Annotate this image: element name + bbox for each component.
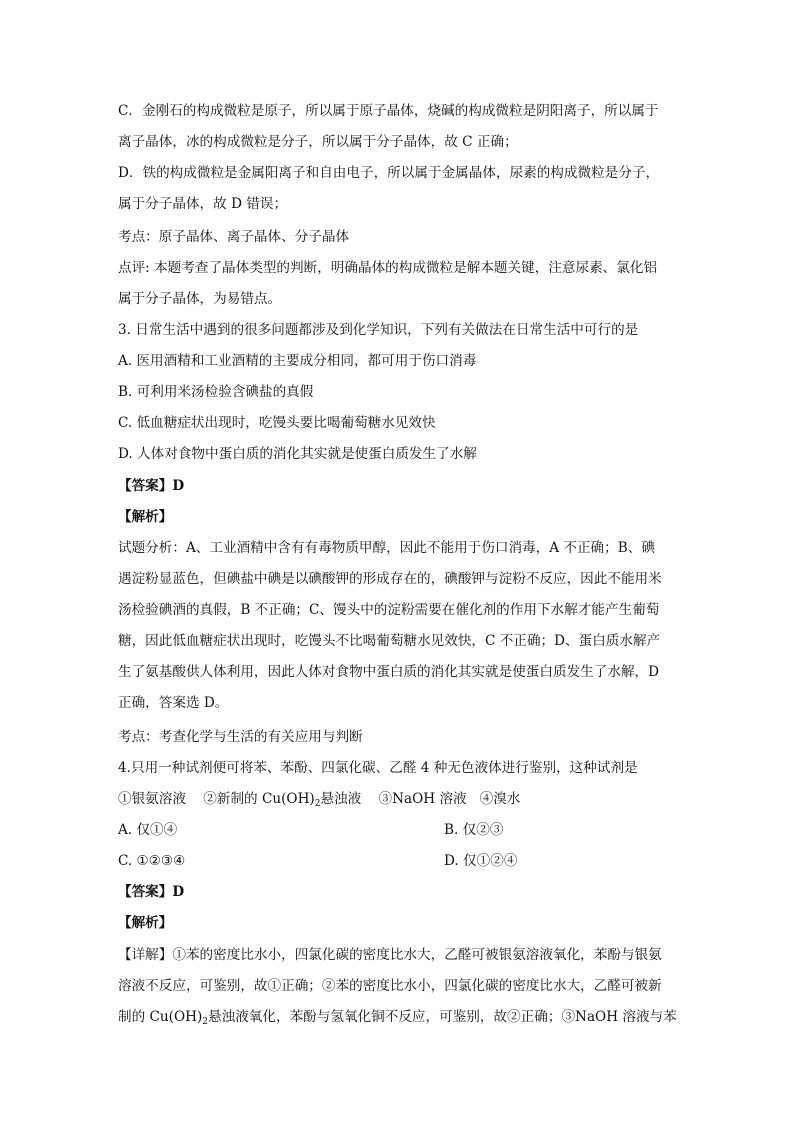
analysis-line: 生了氨基酸供人体利用，因此人体对食物中蛋白质的消化其实就是使蛋白质发生了水解，D: [118, 664, 660, 680]
question-4-stem: 4.只用一种试剂便可将苯、苯酚、四氯化碳、乙醛 4 种无色液体进行鉴别，这种试剂是: [118, 760, 638, 776]
analysis-label: 【解析】: [118, 915, 173, 931]
analysis-line: 汤检验碘酒的真假，B 不正确；C、馒头中的淀粉需要在催化剂的作用下水解才能产生葡萄: [118, 602, 660, 618]
option-c: C. 低血糖症状出现时，吃馒头要比喝葡萄糖水见效快: [118, 415, 436, 431]
option-b: B. 可利用米汤检验含碘盐的真假: [118, 384, 314, 400]
detail-line: 制的 $Cu(OH)_2$悬浊液氧化，苯酚与氢氧化铜不反应，可鉴别，故②正确；③NaOH 溶液与苯: [118, 1009, 677, 1027]
reagent-2: ②新制的 $Cu(OH)_2$悬浊液: [203, 791, 362, 809]
question-3-stem: 3. 日常生活中遇到的很多问题都涉及到化学知识，下列有关做法在日常生活中可行的是: [118, 322, 639, 338]
text-line: 属于分子晶体，故 D 错误；: [118, 196, 288, 212]
text-line: 离子晶体，冰的构成微粒是分子，所以属于分子晶体，故 C 正确；: [118, 134, 518, 150]
text-line: D．铁的构成微粒是金属阳离子和自由电子，所以属于金属晶体，尿素的构成微粒是分子，: [118, 165, 660, 181]
reagent-3: ③NaOH 溶液: [378, 791, 467, 807]
q4-option-c: C. ①②③④: [118, 853, 186, 869]
q4-option-a: A. 仅①④: [118, 822, 178, 838]
option-a: A. 医用酒精和工业酒精的主要成分相同，都可用于伤口消毒: [118, 353, 477, 369]
analysis-line: 试题分析：A、工业酒精中含有有毒物质甲醇，因此不能用于伤口消毒，A 不正确；B、碘: [118, 540, 655, 556]
answer-label: 【答案】D: [118, 478, 185, 494]
analysis-line: 糖，因此低血糖症状出现时，吃馒头不比喝葡萄糖水见效快，C 不正确；D、蛋白质水解产: [118, 633, 661, 649]
reagent-4: ④溴水: [479, 791, 521, 807]
analysis-line: 正确，答案选 D。: [118, 695, 229, 711]
comment-line: 属于分子晶体，为易错点。: [118, 291, 282, 307]
q4-option-b: B. 仅②③: [444, 822, 504, 838]
topic-line: 考点：原子晶体、离子晶体、分子晶体: [118, 229, 350, 245]
q4-option-d: D. 仅①②④: [444, 853, 518, 869]
text-line: C．金刚石的构成微粒是原子，所以属于原子晶体，烧碱的构成微粒是阴阳离子，所以属于: [118, 103, 659, 119]
analysis-label: 【解析】: [118, 509, 173, 525]
analysis-line: 遇淀粉显蓝色，但碘盐中碘是以碘酸钾的形成存在的，碘酸钾与淀粉不反应，因此不能用米: [118, 571, 662, 587]
topic-line: 考点：考查化学与生活的有关应用与判断: [118, 729, 363, 745]
reagent-list: [118, 789, 520, 809]
comment-line: 点评: 本题考查了晶体类型的判断，明确晶体的构成微粒是解本题关键，注意尿素、氯化铝: [118, 260, 658, 276]
answer-label: 【答案】D: [118, 884, 185, 900]
detail-line: 【详解】①苯的密度比水小，四氯化碳的密度比水大，乙醛可被银氨溶液氧化，苯酚与银氨: [118, 947, 662, 963]
detail-line: 溶液不反应，可鉴别，故①正确；②苯的密度比水小，四氯化碳的密度比水大，乙醛可被新: [118, 978, 662, 994]
option-d: D. 人体对食物中蛋白质的消化其实就是使蛋白质发生了水解: [118, 446, 477, 462]
reagent-1: ①银氨溶液: [118, 791, 186, 807]
